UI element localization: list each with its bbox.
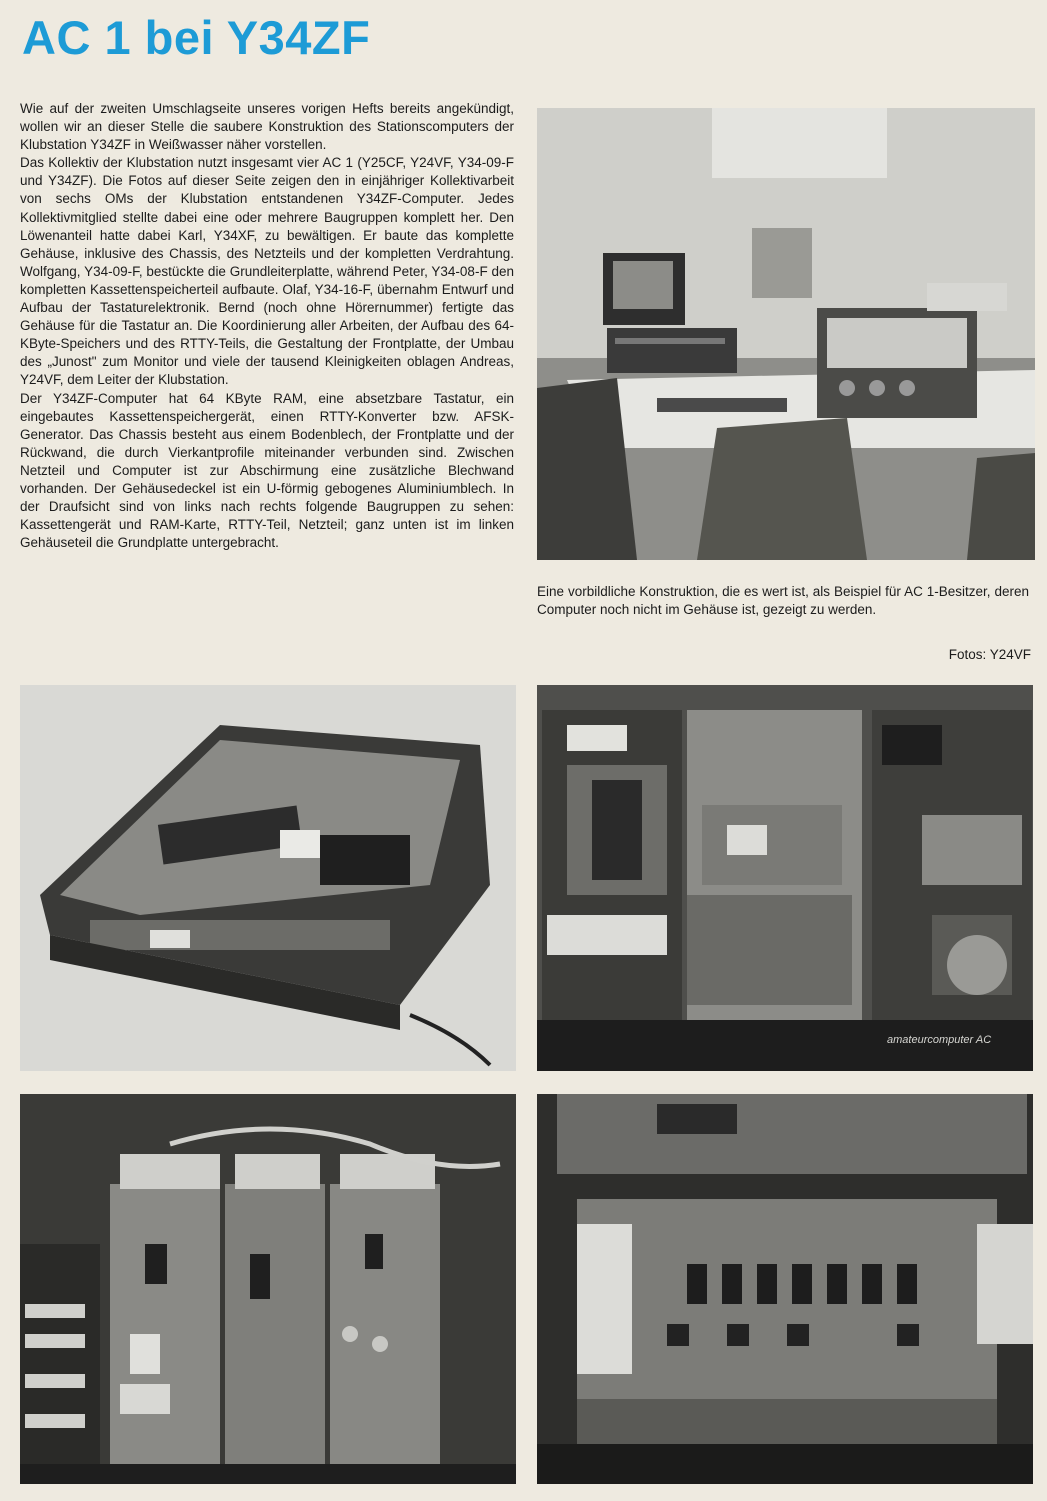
page-title: AC 1 bei Y34ZF	[22, 11, 371, 64]
front-panel-label: amateurcomputer AC	[887, 1034, 992, 1046]
article-body	[20, 100, 514, 552]
article-paragraph: Der Y34ZF-Computer hat 64 KByte RAM, eine absetzbare Tastatur, ein eingebautes Kassettenspeichergerät, einen RTTY-Konverter bzw. AFSK-Generator. Das Chassis besteht aus einem Bodenblech, der Frontplatte und der Rückwand, die durch Vierkantprofile miteinander verbunden sind. Zwischen Netzteil und Computer ist zur Abschirmung eine zusätzliche Blechwand vorhanden. Der Gehäusedeckel ist ein U-förmig gebogenes Aluminiumblech. In der Draufsicht sind von links nach rechts folgende Baugruppen zu sehen: Kassettengerät und RAM-Karte, RTTY-Teil, Netzteil; ganz unten ist im linken Gehäuseteil die Grundplatte untergebracht.	[20, 390, 514, 551]
memory-board-photo	[537, 1094, 1033, 1484]
article-paragraph: Das Kollektiv der Klubstation nutzt insgesamt vier AC 1 (Y25CF, Y24VF, Y34-09-F und Y34ZF). Die Fotos auf dieser Seite zeigen den in einjähriger Kollektivarbeit von sechs OMs der Klubstation entstandenen Y34ZF-Computer. Jedes Kollektivmitglied stellte dabei eine oder mehrere Baugruppen komplett her. Den Löwenanteil hatte dabei Karl, Y34XF, zu bewältigen. Er baute das komplette Gehäuse, inklusive des Chassis, des Netzteils und der kompletten Verdrahtung. Wolfgang, Y34-09-F, bestückte die Grundleiterplatte, während Peter, Y34-08-F den kompletten Kassettenspeicherteil aufbaute. Olaf, Y34-16-F, übernahm Entwurf und Aufbau der Tastaturelektronik. Bernd (noch ohne Hörernummer) fertigte das Gehäuse für die Tastatur an. Die Koordinierung aller Arbeiten, der Aufbau des 64-KByte-Speichers und des RTTY-Teils, die Gestaltung der Frontplatte, der Umbau des „Junost" zum Monitor und viele der tausend Kleinigkeiten oblagen Andreas, Y24VF, dem Leiter der Klubstation.	[20, 155, 514, 388]
article-paragraph: Wie auf der zweiten Umschlagseite unseres vorigen Hefts bereits angekündigt, wollen wir an dieser Stelle die saubere Konstruktion des Stationscomputers der Klubstation Y34ZF in Weißwasser näher vorstellen.	[20, 101, 514, 153]
chassis-topview-photo	[537, 685, 1033, 1071]
photo-caption: Eine vorbildliche Konstruktion, die es wert ist, als Beispiel für AC 1-Besitzer, deren Computer noch nicht im Gehäuse ist, gezeigt zu werden.	[537, 584, 1029, 617]
photo-credit: Fotos: Y24VF	[948, 647, 1031, 662]
chassis-angle-photo	[20, 685, 516, 1071]
rtty-boards-photo	[20, 1094, 516, 1484]
station-room-photo	[537, 108, 1035, 560]
